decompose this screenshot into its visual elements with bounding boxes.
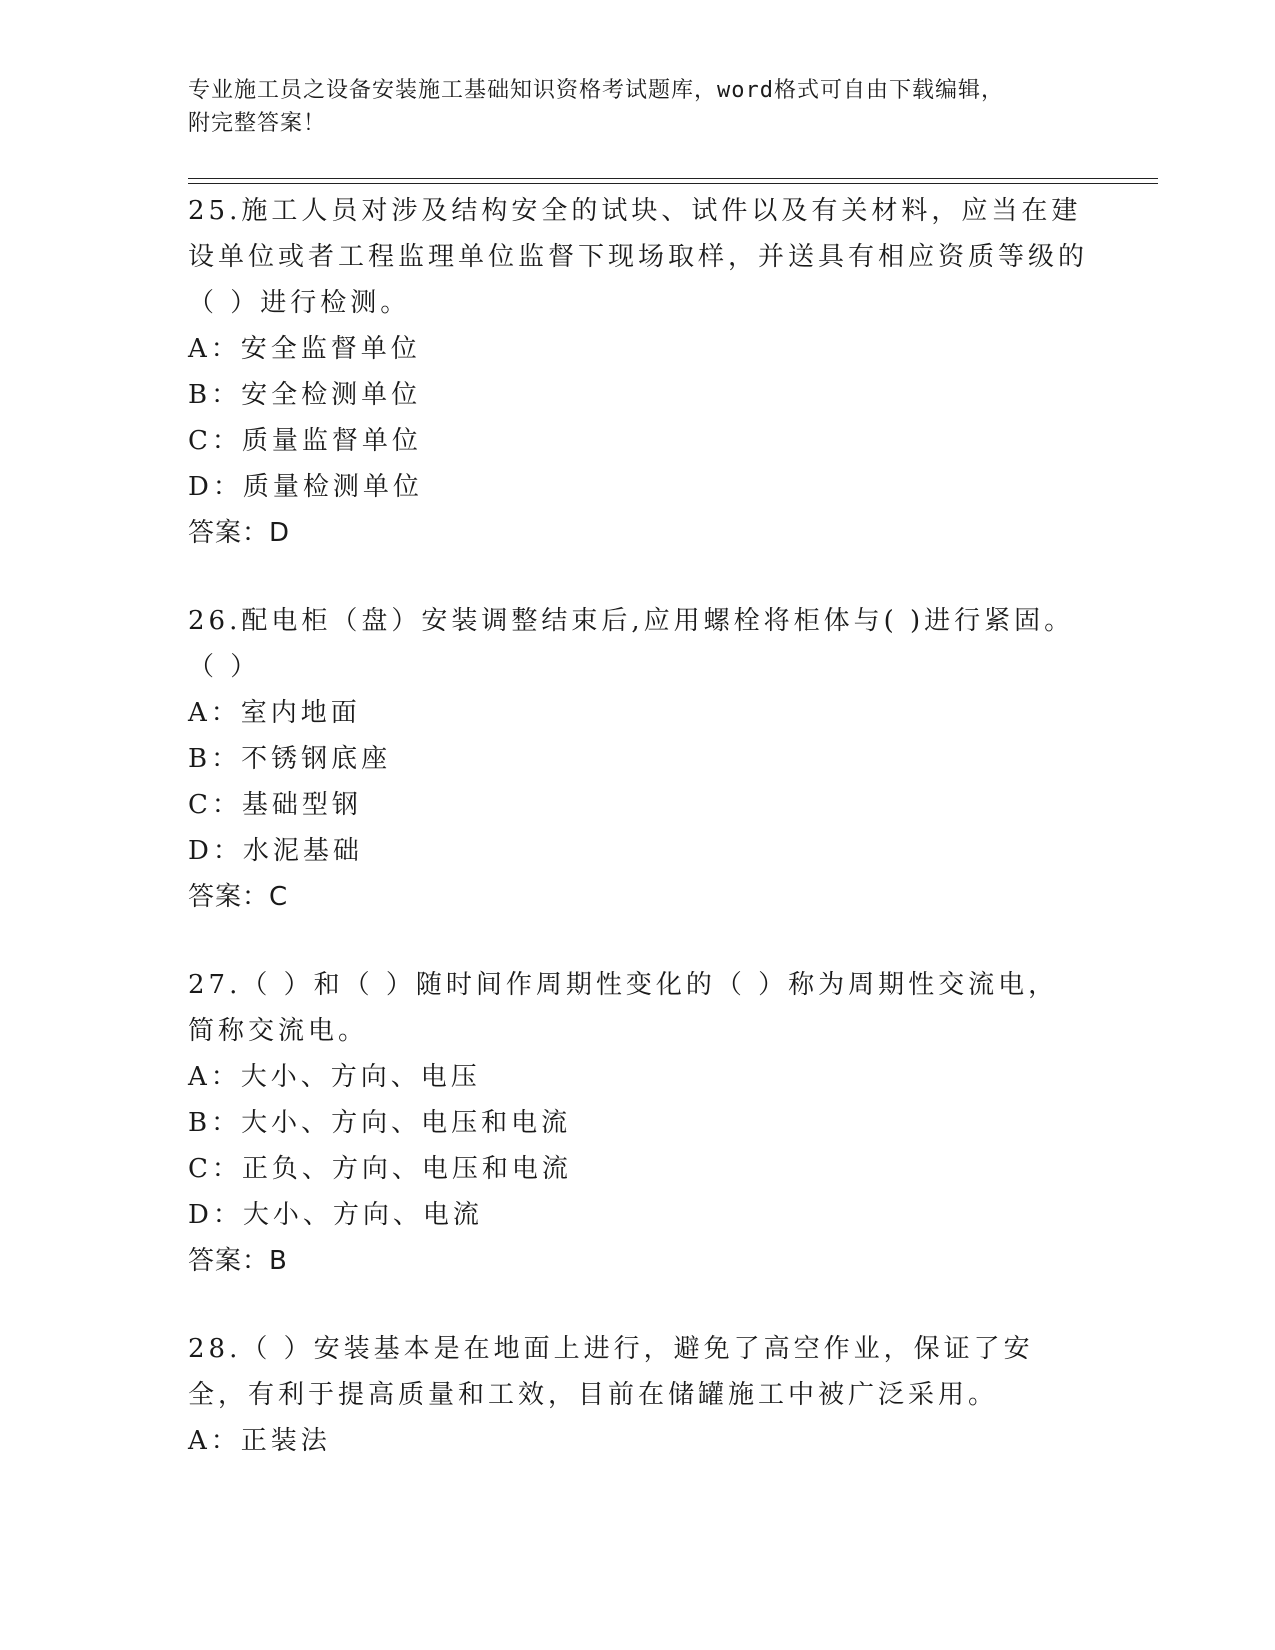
option-b: B：安全检测单位 <box>188 380 422 410</box>
question-26 <box>188 598 1088 920</box>
question-27 <box>188 962 1088 1284</box>
option-d: D：大小、方向、电流 <box>188 1200 483 1230</box>
question-list <box>188 188 1088 1506</box>
question-28 <box>188 1326 1088 1464</box>
option-a: A：正装法 <box>188 1426 331 1456</box>
option-b: B：不锈钢底座 <box>188 744 392 774</box>
answer: 答案：C <box>188 882 289 912</box>
document-header <box>188 74 1088 140</box>
question-25 <box>188 188 1088 556</box>
header-divider-top <box>188 178 1158 179</box>
question-text: 28.（ ）安装基本是在地面上进行，避免了高空作业，保证了安全，有利于提高质量和工效，目前在储罐施工中被广泛采用。 <box>188 1334 1034 1410</box>
option-d: D：水泥基础 <box>188 836 363 866</box>
header-line-2: 附完整答案！ <box>188 111 327 136</box>
header-line-1: 专业施工员之设备安装施工基础知识资格考试题库，word格式可自由下载编辑， <box>188 78 1004 103</box>
option-c: C：基础型钢 <box>188 790 362 820</box>
question-text: 25.施工人员对涉及结构安全的试块、试件以及有关材料，应当在建设单位或者工程监理单位监督下现场取样，并送具有相应资质等级的（ ）进行检测。 <box>188 196 1089 318</box>
header-divider-bottom <box>188 183 1158 184</box>
answer: 答案：B <box>188 1246 288 1276</box>
option-b: B：大小、方向、电压和电流 <box>188 1108 572 1138</box>
question-text: 27.（ ）和（ ）随时间作周期性变化的（ ）称为周期性交流电，简称交流电。 <box>188 970 1059 1046</box>
answer: 答案：D <box>188 518 291 548</box>
option-a: A：大小、方向、电压 <box>188 1062 481 1092</box>
option-d: D：质量检测单位 <box>188 472 423 502</box>
option-a: A：安全监督单位 <box>188 334 421 364</box>
option-a: A：室内地面 <box>188 698 361 728</box>
question-text: 26.配电柜（盘）安装调整结束后,应用螺栓将柜体与( )进行紧固。（ ） <box>188 606 1075 682</box>
option-c: C：质量监督单位 <box>188 426 422 456</box>
option-c: C：正负、方向、电压和电流 <box>188 1154 572 1184</box>
